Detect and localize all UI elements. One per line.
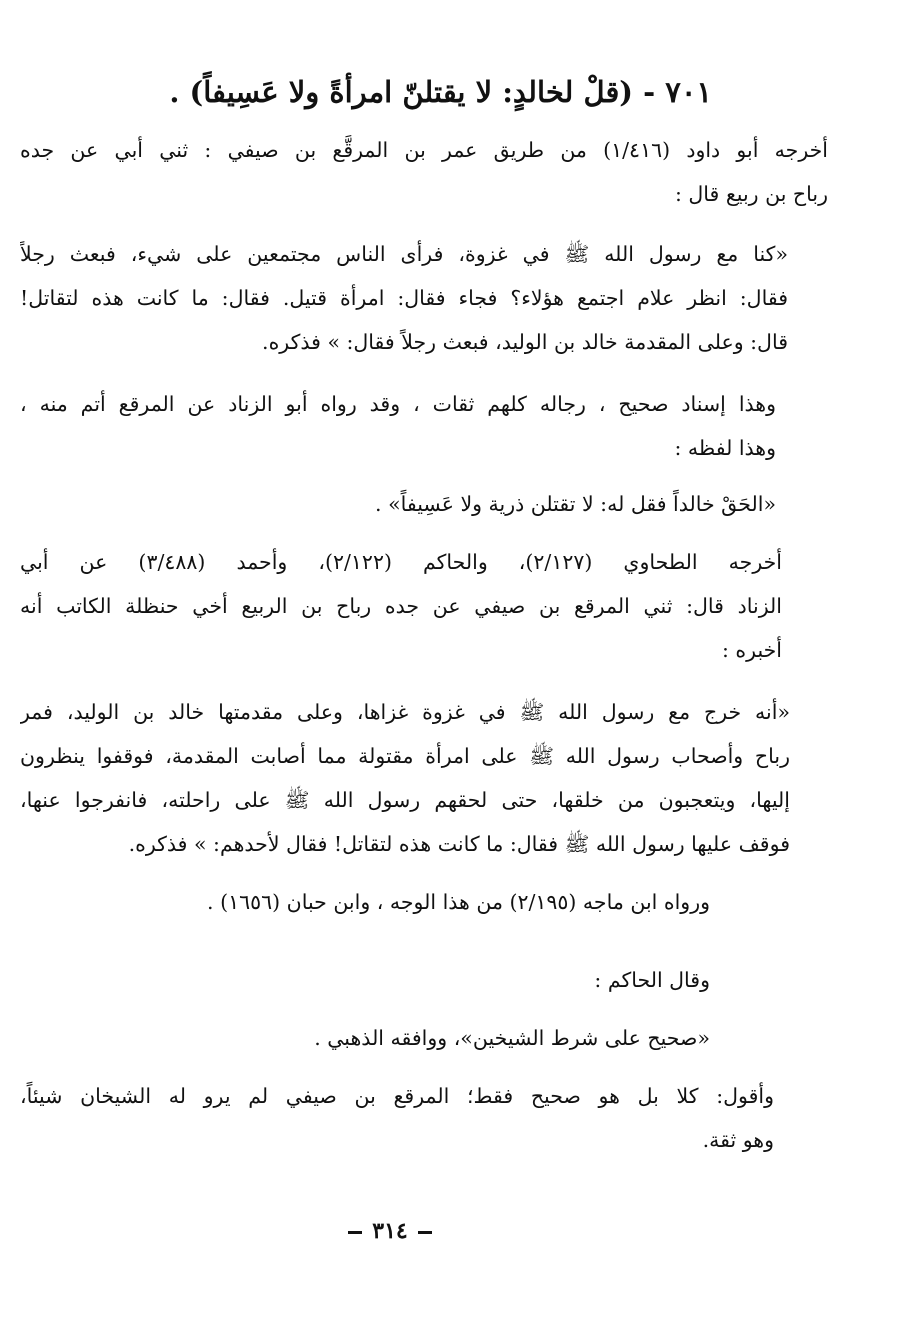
paragraph-isnad-comment — [20, 382, 776, 470]
text-line: وهو ثقة. — [702, 1128, 774, 1152]
text-line: قال: وعلى المقدمة خالد بن الوليد، فبعث رجلاً فقال: » فذكره. — [262, 330, 788, 354]
paragraph-hadith-text-2 — [20, 690, 790, 866]
text-line: فقال: انظر علام اجتمع هؤلاء؟ فجاء فقال: امرأة قتيل. فقال: ما كانت هذه لتقاتل! — [20, 286, 788, 310]
text-line: أخرجه أبو داود (١/٤١٦) من طريق عمر بن المرقَّع بن صيفي : ثني أبي عن جده — [20, 138, 828, 162]
text-line: وهذا لفظه : — [674, 436, 776, 460]
paragraph-alternate-wording — [20, 482, 776, 526]
text-line: ورواه ابن ماجه (٢/١٩٥) من هذا الوجه ، وابن حبان (١٦٥٦) . — [207, 890, 710, 914]
text-line: فوقف عليها رسول الله ﷺ فقال: ما كانت هذه لتقاتل! فقال لأحدهم: » فذكره. — [128, 832, 790, 856]
text-line: أخرجه الطحاوي (٢/١٢٧)، والحاكم (٢/١٢٢)، وأحمد (٣/٤٨٨) عن أبي — [20, 550, 782, 574]
page-number-dash-right — [348, 1231, 362, 1234]
paragraph-ibn-majah — [20, 880, 710, 924]
page-number — [0, 1218, 780, 1244]
paragraph-hakim-intro — [20, 958, 710, 1002]
text-line: «أنه خرج مع رسول الله ﷺ في غزوة غزاها، وعلى مقدمتها خالد بن الوليد، فمر — [20, 700, 790, 724]
text-line: أخبره : — [721, 638, 782, 662]
hadith-heading: ٧٠١ - (قلْ لخالدٍ: لا يقتلنّ امرأةً ولا عَسِيفاً) . — [169, 75, 712, 109]
text-line: وقال الحاكم : — [594, 968, 710, 992]
paragraph-takhrij-tahawi — [20, 540, 782, 672]
text-line: إليها، ويتعجبون من خلقها، حتى لحقهم رسول الله ﷺ على راحلته، فانفرجوا عنها، — [20, 788, 790, 812]
text-line: رباح بن ربيع قال : — [674, 182, 828, 206]
text-line: رباح وأصحاب رسول الله ﷺ على امرأة مقتولة مما أصابت المقدمة، فوقفوا ينظرون — [20, 744, 790, 768]
text-line: وهذا إسناد صحيح ، رجاله كلهم ثقات ، وقد رواه أبو الزناد عن المرقع أتم منه ، — [20, 392, 776, 416]
paragraph-hakim-grading — [20, 1016, 710, 1060]
text-line: «الحَقْ خالداً فقل له: لا تقتلن ذرية ولا عَسِيفاً» . — [375, 492, 776, 516]
paragraph-hadith-text-1 — [20, 232, 788, 364]
text-line: «كنا مع رسول الله ﷺ في غزوة، فرأى الناس مجتمعين على شيء، فبعث رجلاً — [20, 242, 788, 266]
page-number-value: ٣١٤ — [372, 1218, 408, 1244]
text-line: وأقول: كلا بل هو صحيح فقط؛ المرقع بن صيفي لم يرو له الشيخان شيئاً، — [20, 1084, 774, 1108]
page-number-dash-left — [418, 1231, 432, 1234]
text-line: الزناد قال: ثني المرقع بن صيفي عن جده رباح بن الربيع أخي حنظلة الكاتب أنه — [20, 594, 782, 618]
paragraph-author-verdict — [20, 1074, 774, 1162]
paragraph-takhrij-abu-dawud — [20, 128, 828, 216]
text-line: «صحيح على شرط الشيخين»، ووافقه الذهبي . — [314, 1026, 710, 1050]
